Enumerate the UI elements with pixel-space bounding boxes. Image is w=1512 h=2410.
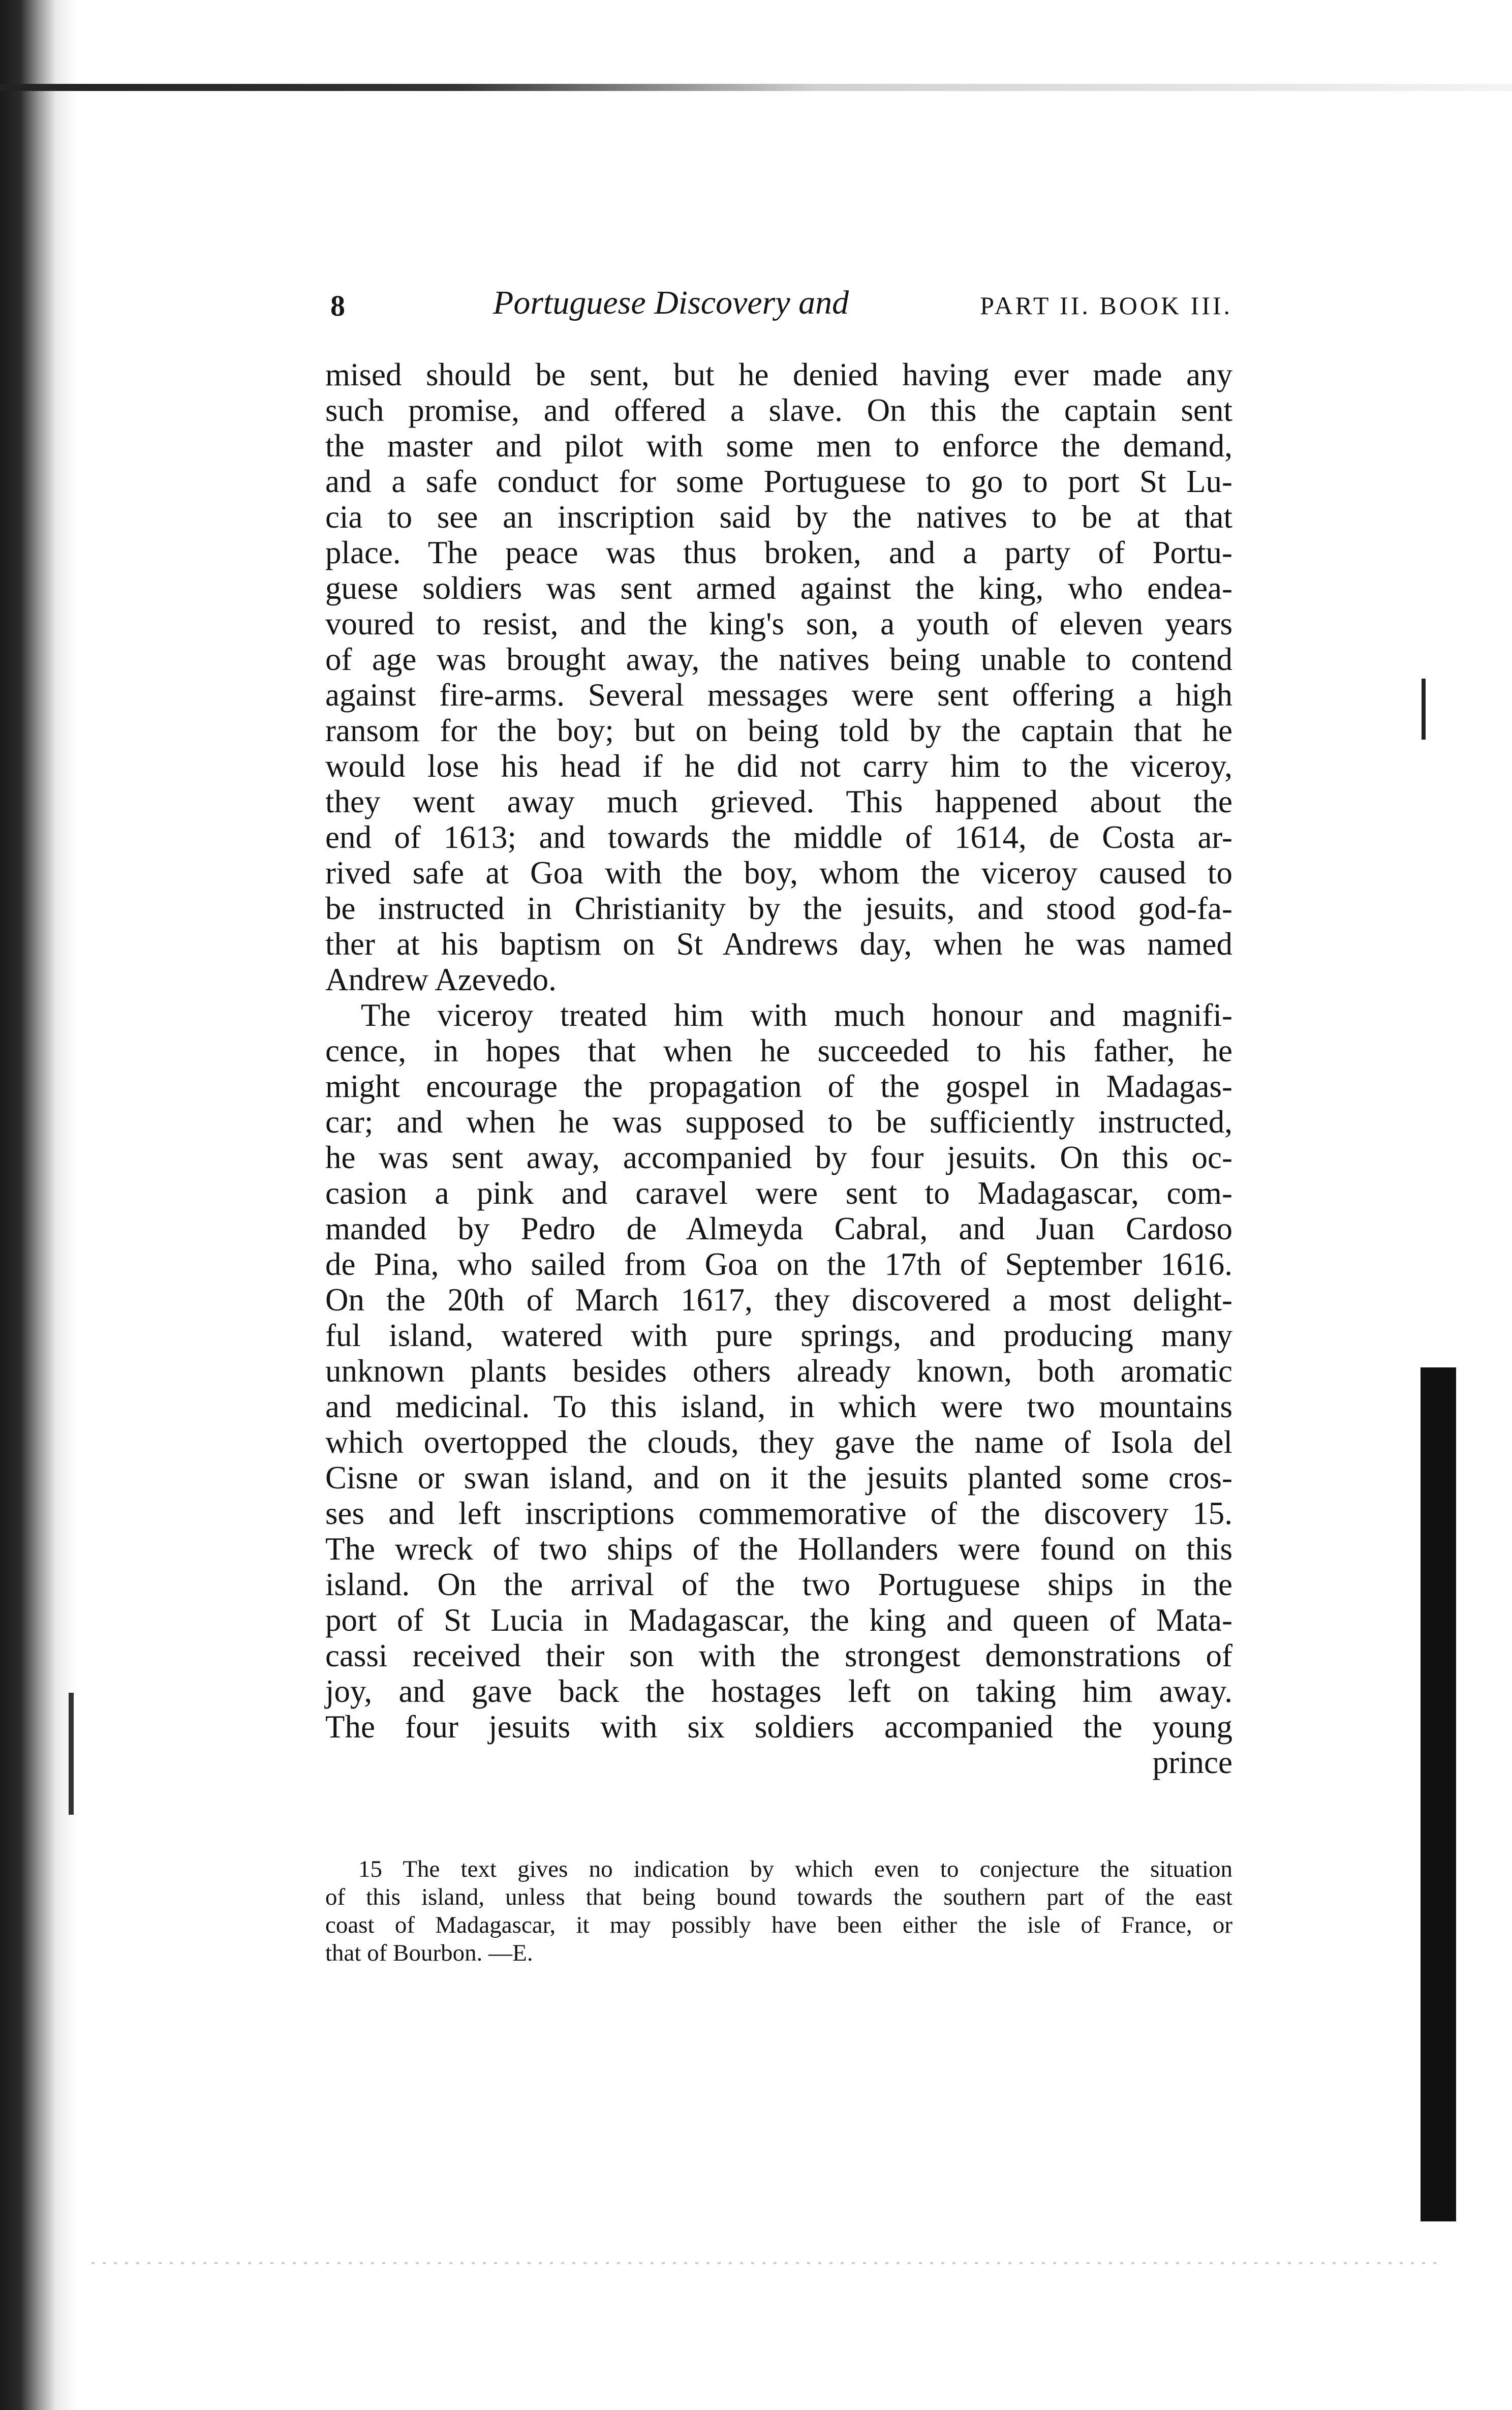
footnote-line: that of Bourbon. —E. bbox=[325, 1940, 533, 1966]
paragraph-start: The viceroy treated him with much honour and magnifi- bbox=[361, 997, 1232, 1033]
text-line: The wreck of two ships of the Hollanders were found on this bbox=[325, 1531, 1232, 1567]
scan-dust bbox=[91, 2262, 1438, 2264]
footnote-line: 15 The text gives no indication by which even to conjecture the situation bbox=[358, 1856, 1232, 1882]
text-line: and a safe conduct for some Portuguese to go to port St Lu- bbox=[325, 464, 1232, 499]
text-line: de Pina, who sailed from Goa on the 17th of September 1616. bbox=[325, 1246, 1232, 1282]
part-book-label: PART II. BOOK III. bbox=[980, 291, 1232, 320]
book-page bbox=[325, 274, 1232, 1966]
text-line: ther at his baptism on St Andrews day, when he was named bbox=[325, 926, 1232, 962]
text-line: joy, and gave back the hostages left on taking him away. bbox=[325, 1673, 1232, 1709]
text-line: casion a pink and caravel were sent to Madagascar, com- bbox=[325, 1175, 1232, 1211]
text-line: mised should be sent, but he denied having ever made any bbox=[325, 357, 1232, 392]
text-line: they went away much grieved. This happened about the bbox=[325, 784, 1232, 819]
footnote-line: of this island, unless that being bound towards the southern part of the east bbox=[325, 1884, 1232, 1910]
text-line: cia to see an inscription said by the natives to be at that bbox=[325, 499, 1232, 535]
text-line: ses and left inscriptions commemorative of the discovery 15. bbox=[325, 1496, 1232, 1531]
scan-mark bbox=[69, 1693, 74, 1815]
text-line: he was sent away, accompanied by four jesuits. On this oc- bbox=[325, 1140, 1232, 1175]
text-line: end of 1613; and towards the middle of 1614, de Costa ar- bbox=[325, 819, 1232, 855]
text-line: cassi received their son with the strongest demonstrations of bbox=[325, 1638, 1232, 1673]
page-number: 8 bbox=[330, 289, 345, 322]
text-line: of age was brought away, the natives being unable to contend bbox=[325, 642, 1232, 677]
text-line: which overtopped the clouds, they gave the name of Isola del bbox=[325, 1424, 1232, 1460]
text-line: port of St Lucia in Madagascar, the king and queen of Mata- bbox=[325, 1602, 1232, 1638]
text-line: manded by Pedro de Almeyda Cabral, and Juan Cardoso bbox=[325, 1211, 1232, 1246]
running-title: Portuguese Discovery and bbox=[493, 284, 849, 321]
text-line: ful island, watered with pure springs, and producing many bbox=[325, 1318, 1232, 1353]
text-line: ransom for the boy; but on being told by the captain that he bbox=[325, 713, 1232, 748]
text-line: Andrew Azevedo. bbox=[325, 962, 557, 997]
text-line: On the 20th of March 1617, they discovered a most delight- bbox=[325, 1282, 1232, 1318]
text-line: car; and when he was supposed to be sufficiently instructed, bbox=[325, 1104, 1232, 1140]
text-line: cence, in hopes that when he succeeded to his father, he bbox=[325, 1033, 1232, 1069]
text-line: and medicinal. To this island, in which were two mountains bbox=[325, 1389, 1232, 1424]
catchword: prince bbox=[1152, 1745, 1232, 1780]
text-line: might encourage the propagation of the gospel in Madagas- bbox=[325, 1069, 1232, 1104]
text-line: The four jesuits with six soldiers accompanied the young bbox=[325, 1709, 1232, 1745]
text-line: such promise, and offered a slave. On this the captain sent bbox=[325, 392, 1232, 428]
running-head bbox=[325, 274, 1232, 320]
scan-shadow-left bbox=[0, 0, 76, 2410]
footnote bbox=[325, 1855, 1232, 1967]
text-line: rived safe at Goa with the boy, whom the viceroy caused to bbox=[325, 855, 1232, 891]
text-line: voured to resist, and the king's son, a youth of eleven years bbox=[325, 606, 1232, 642]
body-text bbox=[325, 357, 1232, 1780]
text-line: unknown plants besides others already known, both aromatic bbox=[325, 1353, 1232, 1389]
footnote-line: coast of Madagascar, it may possibly have been either the isle of France, or bbox=[325, 1912, 1232, 1938]
text-line: Cisne or swan island, and on it the jesuits planted some cros- bbox=[325, 1460, 1232, 1496]
scan-mark bbox=[1422, 679, 1426, 740]
text-line: island. On the arrival of the two Portuguese ships in the bbox=[325, 1567, 1232, 1602]
text-line: would lose his head if he did not carry him to the viceroy, bbox=[325, 748, 1232, 784]
text-line: place. The peace was thus broken, and a party of Portu- bbox=[325, 535, 1232, 570]
scan-mark bbox=[1421, 1367, 1456, 2221]
text-line: the master and pilot with some men to enforce the demand, bbox=[325, 428, 1232, 464]
text-line: guese soldiers was sent armed against the king, who endea- bbox=[325, 570, 1232, 606]
text-line: against fire-arms. Several messages were sent offering a high bbox=[325, 677, 1232, 713]
scan-shadow-top bbox=[0, 84, 1512, 91]
text-line: be instructed in Christianity by the jesuits, and stood god-fa- bbox=[325, 891, 1232, 926]
